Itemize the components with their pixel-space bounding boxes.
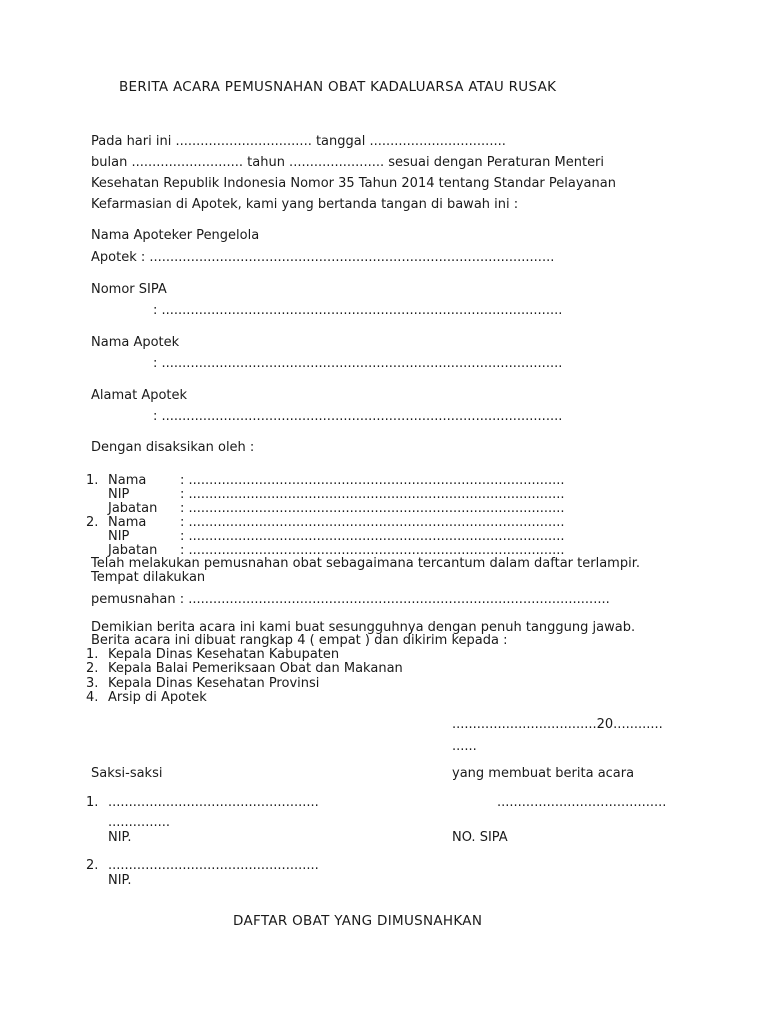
witness-nip-value: : ...........................................................................................	[180, 529, 565, 544]
sipa-value-line: : .................................................................................................	[153, 303, 563, 318]
recipient-number: 3.	[86, 676, 99, 691]
intro-line: bulan ........................... tahun ....................... sesuai dengan Peraturan Menteri	[91, 155, 605, 170]
signature-right-header: yang membuat berita acara	[452, 766, 635, 781]
witness-header: Dengan disaksikan oleh :	[91, 440, 255, 455]
recipient-item: Kepala Dinas Kesehatan Provinsi	[108, 676, 320, 691]
list-title: DAFTAR OBAT YANG DIMUSNAHKAN	[233, 913, 483, 929]
witness-nama-label: Nama	[108, 473, 147, 488]
alamat-apotek-label: Alamat Apotek	[91, 388, 188, 403]
witness-nama-value: : ...........................................................................................	[180, 515, 565, 530]
witness-jabatan-label: Jabatan	[108, 501, 158, 516]
pemusnahan-value-line: pemusnahan : ......................................................................................................	[91, 592, 610, 607]
nama-apotek-label: Nama Apotek	[91, 335, 180, 350]
recipient-number: 4.	[86, 690, 99, 705]
intro-line: Pada hari ini ................................. tanggal .................................	[91, 134, 506, 149]
signature-witness-nip: NIP.	[108, 830, 132, 845]
action-line: Tempat dilakukan	[91, 570, 206, 585]
closing-line: Demikian berita acara ini kami buat sesungguhnya dengan penuh tanggung jawab.	[91, 620, 636, 635]
apoteker-label: Nama Apoteker Pengelola	[91, 228, 260, 243]
signature-witness-nip: NIP.	[108, 873, 132, 888]
witness-nip-value: : ...........................................................................................	[180, 487, 565, 502]
witness-nip-label: NIP	[108, 487, 130, 502]
witness-jabatan-value: : ...........................................................................................	[180, 501, 565, 516]
date-line-continuation: ......	[452, 739, 477, 754]
intro-line: Kefarmasian di Apotek, kami yang bertanda tangan di bawah ini :	[91, 197, 519, 212]
recipient-item: Kepala Dinas Kesehatan Kabupaten	[108, 647, 340, 662]
witness-jabatan-label: Jabatan	[108, 543, 158, 558]
witness-nama-label: Nama	[108, 515, 147, 530]
witness-number: 2.	[86, 515, 99, 530]
signature-witness-line: ...................................................	[108, 795, 319, 810]
date-line: ...................................20............	[452, 717, 663, 732]
signature-right-line-continuation: ...............	[108, 815, 170, 830]
signature-sipa-label: NO. SIPA	[452, 830, 508, 845]
document-title: BERITA ACARA PEMUSNAHAN OBAT KADALUARSA ATAU RUSAK	[119, 79, 557, 95]
witness-nip-label: NIP	[108, 529, 130, 544]
recipient-number: 1.	[86, 647, 99, 662]
witness-nama-value: : ...........................................................................................	[180, 473, 565, 488]
signature-witness-line: ...................................................	[108, 858, 319, 873]
intro-line: Kesehatan Republik Indonesia Nomor 35 Tahun 2014 tentang Standar Pelayanan	[91, 176, 616, 191]
alamat-apotek-value-line: : .................................................................................................	[153, 409, 563, 424]
apotek-value-line: Apotek : ..................................................................................................	[91, 250, 555, 265]
sipa-label: Nomor SIPA	[91, 282, 167, 297]
witness-number: 1.	[86, 473, 99, 488]
signature-witness-number: 1.	[86, 795, 99, 810]
signature-right-line: .........................................	[497, 795, 667, 810]
signature-left-header: Saksi-saksi	[91, 766, 163, 781]
action-line: Telah melakukan pemusnahan obat sebagaimana tercantum dalam daftar terlampir.	[91, 556, 640, 571]
closing-line: Berita acara ini dibuat rangkap 4 ( empat ) dan dikirim kepada :	[91, 633, 508, 648]
recipient-item: Kepala Balai Pemeriksaan Obat dan Makanan	[108, 661, 403, 676]
witness-jabatan-value: : ...........................................................................................	[180, 543, 565, 558]
recipient-number: 2.	[86, 661, 99, 676]
recipient-item: Arsip di Apotek	[108, 690, 207, 705]
nama-apotek-value-line: : .................................................................................................	[153, 356, 563, 371]
signature-witness-number: 2.	[86, 858, 99, 873]
